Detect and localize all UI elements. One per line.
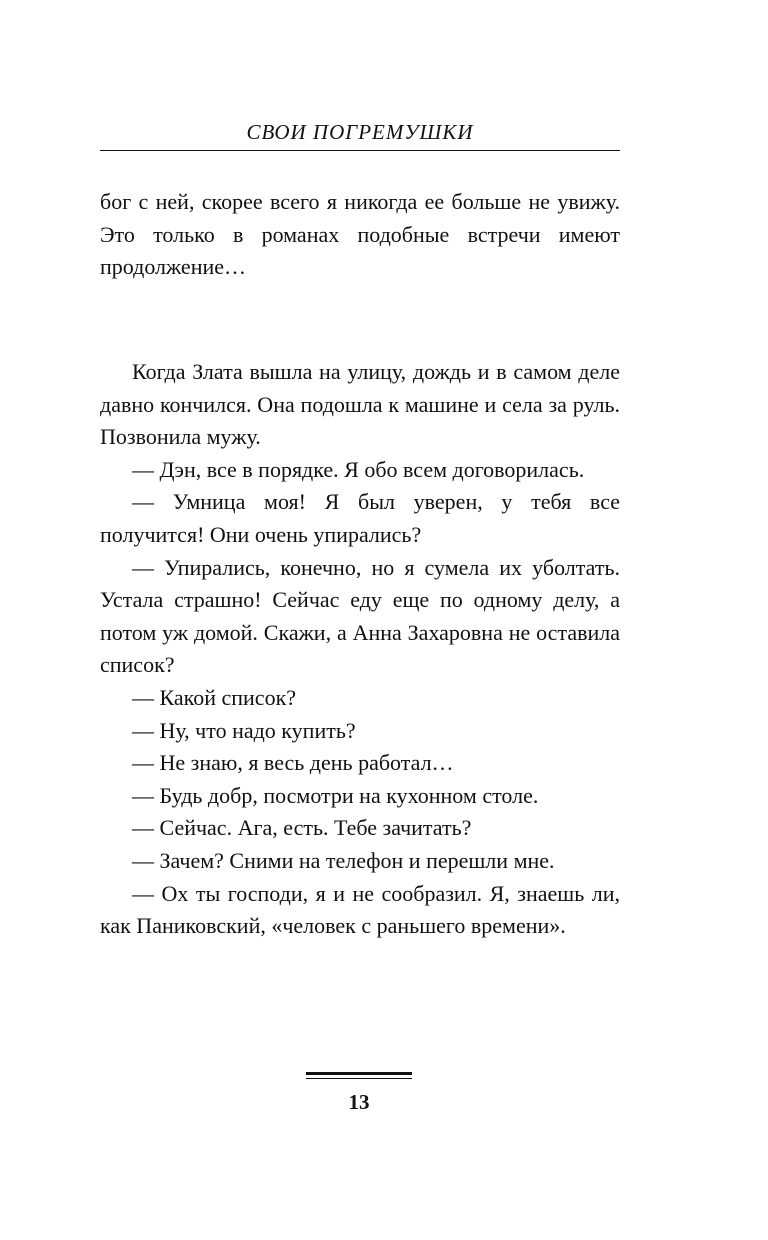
dialogue-line: — Какой список?: [132, 684, 297, 710]
dialogue-line: — Будь добр, посмотри на кухонном столе.: [132, 782, 539, 808]
header-rule: [100, 150, 620, 151]
dialogue-line: — Не знаю, я весь день работал…: [132, 750, 454, 776]
footer-thick-rule: [306, 1072, 412, 1075]
dialogue-line: — Сейчас. Ага, есть. Тебе зачитать?: [132, 815, 472, 841]
dialogue-line: — Ну, что надо купить?: [132, 717, 356, 743]
footer-ornament-rule: [306, 1072, 412, 1079]
paragraph: Когда Злата вышла на улицу, дождь и в самом деле давно кончился. Она подошла к машине и села за руль. Позвонила мужу.: [100, 359, 620, 450]
dialogue-line: — Ох ты господи, я и не сообразил. Я, знаешь ли, как Паниковский, «человек с раньшего времени».: [100, 880, 620, 939]
continued-paragraph: бог с ней, скорее всего я никогда ее больше не увижу. Это только в романах подобные встречи имеют продолжение…: [100, 189, 620, 280]
footer-thin-rule: [306, 1078, 412, 1079]
running-header-title: СВОИ ПОГРЕМУШКИ: [246, 120, 474, 144]
dialogue-line: — Зачем? Сними на телефон и перешли мне.: [132, 847, 555, 873]
dialogue-line: — Дэн, все в порядке. Я обо всем договорилась.: [132, 456, 585, 482]
page-number: 13: [348, 1090, 370, 1114]
dialogue-line: — Умница моя! Я был уверен, у тебя все получится! Они очень упирались?: [100, 489, 620, 547]
scene-text-block: [100, 356, 620, 943]
continued-text-block: [100, 186, 620, 284]
dialogue-line: — Упирались, конечно, но я сумела их уболтать. Устала страшно! Сейчас еду еще по одному делу, а потом уж домой. Скажи, а Анна Захаровна не оставила список?: [100, 554, 620, 678]
